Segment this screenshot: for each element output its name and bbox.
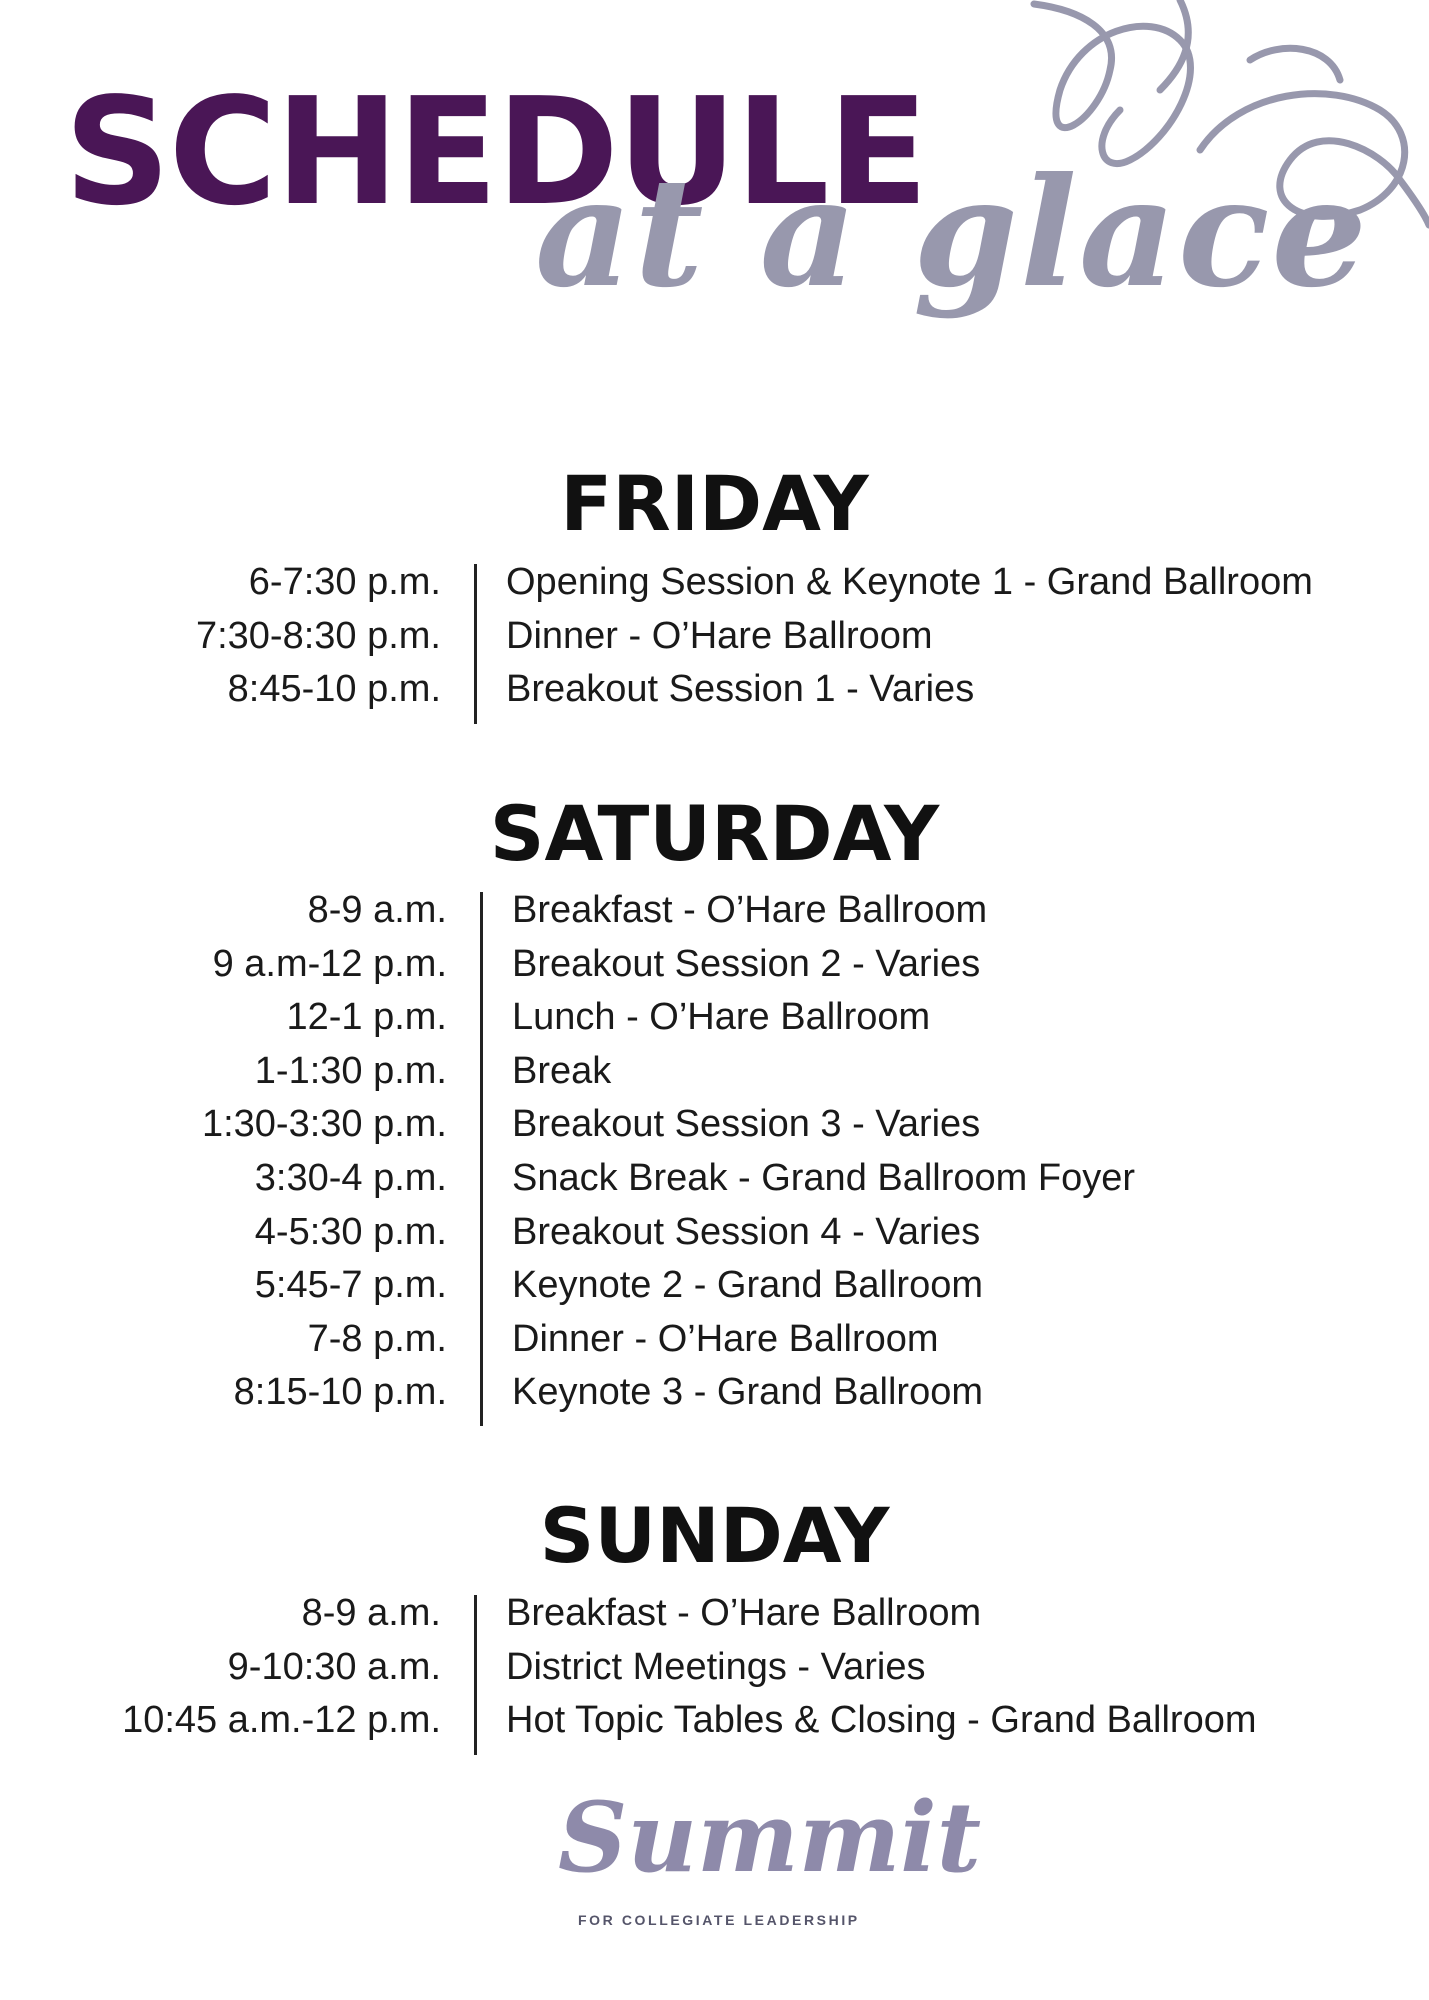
row-event: Dinner - O’Hare Ballroom [512, 1317, 939, 1360]
schedule-row [0, 1152, 1429, 1206]
row-event: Breakout Session 4 - Varies [512, 1210, 981, 1253]
row-time: 8:15-10 p.m. [233, 1371, 447, 1414]
row-event: Break [512, 1049, 612, 1092]
row-time: 3:30-4 p.m. [254, 1157, 447, 1199]
row-event: Keynote 2 - Grand Ballroom [512, 1264, 984, 1307]
schedule-row [0, 938, 1429, 992]
schedule-row [0, 884, 1429, 938]
row-event: Lunch - O’Hare Ballroom [512, 996, 931, 1039]
row-event: Dinner - O’Hare Ballroom [506, 614, 933, 657]
row-event: Hot Topic Tables & Closing - Grand Ballroom [506, 1699, 1257, 1742]
logo-wordmark: Summit [558, 1781, 982, 1894]
schedule-row [0, 1313, 1429, 1367]
schedule-row [0, 1641, 1429, 1695]
row-time: 9 a.m-12 p.m. [212, 942, 447, 985]
row-event: Breakout Session 3 - Varies [512, 1103, 981, 1146]
row-time: 4-5:30 p.m. [254, 1210, 447, 1253]
schedule-row [0, 1206, 1429, 1260]
row-time: 8:45-10 p.m. [227, 668, 441, 711]
row-event: District Meetings - Varies [506, 1645, 926, 1688]
row-event: Snack Break - Grand Ballroom Foyer [512, 1157, 1136, 1199]
row-time: 7-8 p.m. [307, 1317, 447, 1360]
row-time: 8-9 a.m. [307, 889, 447, 931]
page-subtitle: at a glace [535, 145, 1369, 321]
page-title: SCHEDULE [64, 66, 927, 238]
row-time: 1-1:30 p.m. [254, 1049, 447, 1092]
row-time: 8-9 a.m. [301, 1592, 441, 1634]
row-time: 12-1 p.m. [286, 996, 447, 1039]
day-heading-sunday: SUNDAY [539, 1491, 890, 1580]
row-event: Breakout Session 2 - Varies [512, 942, 981, 985]
schedule-row [0, 991, 1429, 1045]
row-time: 9-10:30 a.m. [227, 1645, 441, 1688]
row-event: Breakfast - O’Hare Ballroom [512, 889, 988, 931]
summit-logo [540, 1781, 982, 1930]
logo-tagline: FOR COLLEGIATE LEADERSHIP [578, 1912, 860, 1928]
row-time: 10:45 a.m.-12 p.m. [122, 1699, 441, 1742]
schedule-row [0, 1694, 1429, 1748]
row-time: 7:30-8:30 p.m. [195, 614, 441, 657]
schedule-row [0, 1098, 1429, 1152]
schedule-row [0, 610, 1429, 664]
schedule-row [0, 1045, 1429, 1099]
day-heading-saturday: SATURDAY [489, 789, 940, 878]
schedule-row [0, 1259, 1429, 1313]
schedule-row [0, 1587, 1429, 1641]
day-heading-friday: FRIDAY [560, 459, 869, 548]
schedule-row [0, 556, 1429, 610]
row-event: Opening Session & Keynote 1 - Grand Ballroom [506, 561, 1313, 603]
row-event: Keynote 3 - Grand Ballroom [512, 1371, 984, 1414]
schedule-row [0, 1366, 1429, 1420]
schedule-row [0, 663, 1429, 717]
row-time: 6-7:30 p.m. [248, 561, 441, 603]
row-event: Breakout Session 1 - Varies [506, 668, 975, 711]
row-event: Breakfast - O’Hare Ballroom [506, 1592, 982, 1634]
row-time: 5:45-7 p.m. [254, 1264, 447, 1307]
row-time: 1:30-3:30 p.m. [201, 1103, 447, 1146]
